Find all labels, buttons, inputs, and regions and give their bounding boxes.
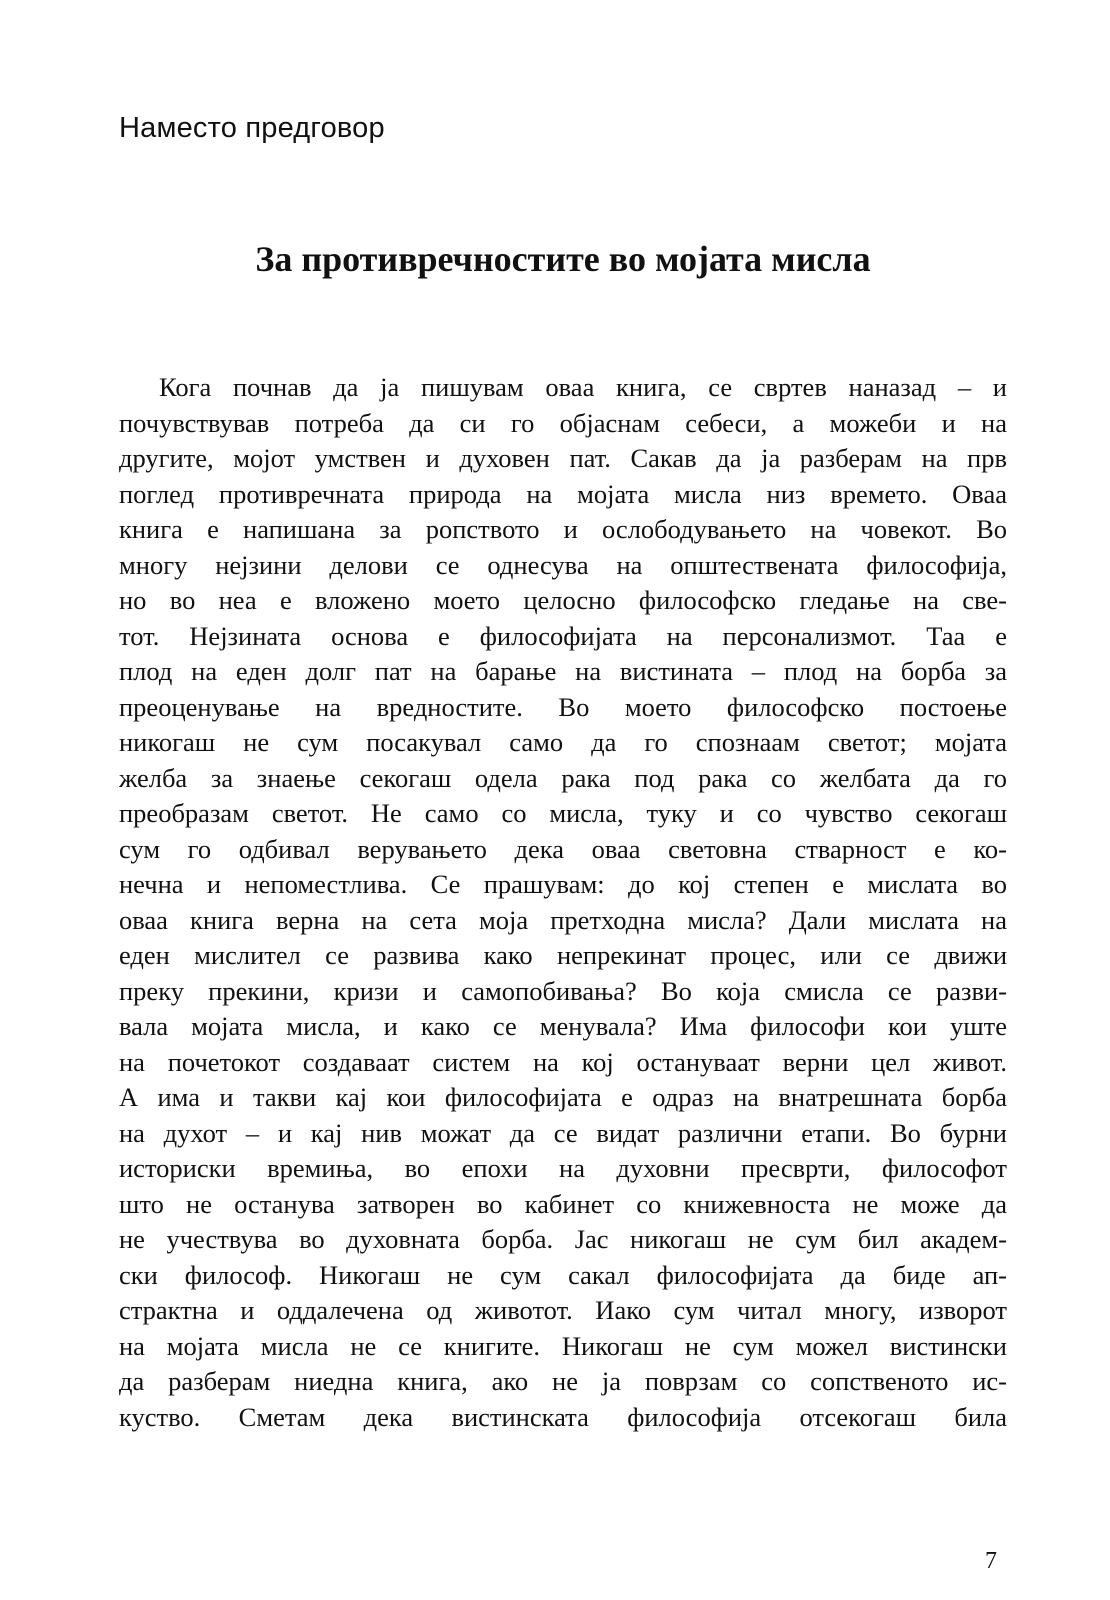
text-line: преку прекини, кризи и самопобивања? Во која смисла се разви- [119, 975, 1007, 1006]
text-line: Кога почнав да ја пишувам оваа книга, се свртев наназад – и [159, 372, 1007, 402]
text-line: на духот – и кај нив можат да се видат различни етапи. Во бурни [119, 1117, 1007, 1148]
text-line: книга е напишана за ропството и ослободувањето на човекот. Во [119, 514, 1007, 544]
text-line: да разберам ниедна книга, ако не ја поврзам со сопственото ис- [119, 1366, 1007, 1396]
text-line: не учествува во духовната борба. Јас никогаш не сум бил академ- [119, 1224, 1007, 1254]
text-line: но во неа е вложено моето целосно философско гледање на све- [119, 585, 1007, 615]
body-paragraph [119, 370, 1007, 1435]
text-line: на мојата мисла не се книгите. Никогаш не сум можел вистински [119, 1330, 1007, 1361]
text-line: плод на еден долг пат на барање на вистината – плод на борба за [119, 656, 1007, 686]
text-line: страктна и оддалечена од животот. Иако сум читал многу, изворот [119, 1295, 1007, 1325]
text-line: нечна и непоместлива. Се прашувам: до кој степен е мислата во [119, 869, 1007, 899]
text-line: на почетокот создаваат систем на кој остануваат верни цел живот. [119, 1046, 1007, 1077]
page-number: 7 [985, 1548, 997, 1574]
section-label: Наместо предговор [119, 112, 385, 144]
text-line: што не останува затворен во кабинет со книжевноста не може да [119, 1188, 1007, 1219]
text-line: преобразам светот. Не само со мисла, туку и со чувство секогаш [119, 798, 1007, 828]
text-line: сум го одбивал верувањето дека оваа световна стварност е ко- [119, 833, 1007, 864]
text-line: историски времиња, во епохи на духовни пресврти, философот [119, 1153, 1007, 1183]
text-line: другите, мојот умствен и духовен пат. Сакав да ја разберам на прв [119, 443, 1007, 473]
text-line: желба за знаење секогаш одела рака под рака со желбата да го [119, 762, 1007, 793]
text-line: многу нејзини делови се однесува на општествената философија, [119, 549, 1007, 580]
text-line: никогаш не сум посакувал само да го спознаам светот; мојата [119, 727, 1007, 757]
text-line: еден мислител се развива како непрекинат процес, или се движи [119, 940, 1007, 970]
chapter-title: За противречностите во мојата мисла [255, 239, 871, 279]
text-line: преоценување на вредностите. Во моето философско постоење [119, 691, 1007, 722]
text-line: вала мојата мисла, и како се менувала? Има философи кои уште [119, 1011, 1007, 1041]
text-line: оваа книга верна на сета моја претходна мисла? Дали мислата на [119, 904, 1007, 935]
text-line: А има и такви кај кои философијата е одраз на внатрешната борба [119, 1082, 1007, 1112]
text-line: тот. Нејзината основа е философијата на персонализмот. Таа е [119, 620, 1007, 651]
text-line: почувствував потреба да си го објаснам себеси, а можеби и на [119, 407, 1007, 438]
text-line: поглед противречната природа на мојата мисла низ времето. Оваа [119, 478, 1007, 509]
text-line: ски философ. Никогаш не сум сакал философијата да биде ап- [119, 1259, 1007, 1290]
text-line: куство. Сметам дека вистинската философија отсекогаш била [119, 1401, 1007, 1432]
